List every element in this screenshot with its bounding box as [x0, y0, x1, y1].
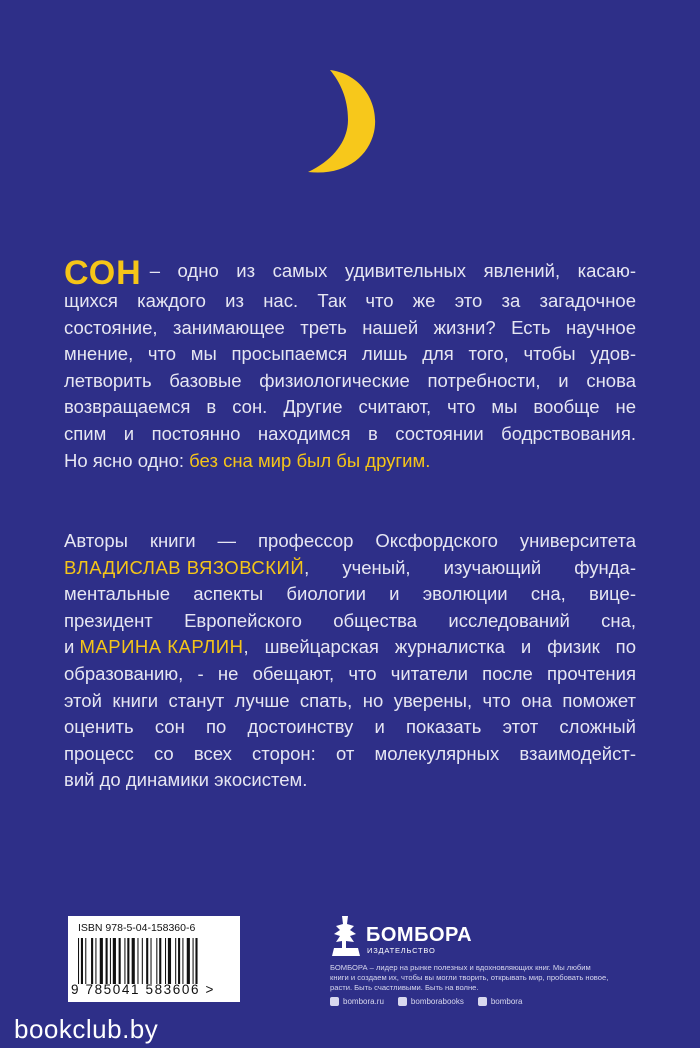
barcode-bar [159, 938, 161, 984]
author-name-1: ВЛАДИСЛАВ ВЯЗОВСКИЙ [64, 556, 305, 578]
text-line [64, 661, 636, 688]
moon-icon [300, 68, 378, 176]
social-books[interactable] [398, 997, 464, 1006]
barcode-bar [151, 938, 152, 984]
barcode-bar [113, 938, 116, 984]
text-line [64, 767, 636, 794]
barcode-bar [146, 938, 148, 984]
barcode-digits: 9 785041 583606 > [71, 982, 215, 997]
barcode-bar [95, 938, 96, 984]
barcode-bar [132, 938, 135, 984]
barcode-bar [78, 938, 79, 984]
publisher-name: БОМБОРА [366, 924, 473, 946]
authors-paragraph [64, 528, 636, 794]
description-paragraph [64, 254, 636, 474]
text-span: оценить сон по достоинству и показать этот сложный [64, 716, 636, 738]
barcode-bar [168, 938, 171, 984]
publisher-logo [330, 914, 473, 960]
social-label: bomborabooks [410, 997, 464, 1006]
barcode-bar [193, 938, 194, 984]
publisher-socials [330, 997, 522, 1006]
text-line [64, 368, 636, 395]
text-line [64, 315, 636, 342]
title-word-son: СОН [64, 254, 142, 292]
barcode-bar [124, 938, 125, 984]
text-line [64, 421, 636, 448]
text-span: состояние, занимающее треть нашей жизни? Есть научное [64, 316, 636, 338]
social-site[interactable] [330, 997, 384, 1006]
text-span: щихся каждого из нас. Так что же это за загадочное [64, 290, 636, 311]
barcode-bar [91, 938, 93, 984]
barcode-bar [100, 938, 103, 984]
text-line [64, 634, 636, 661]
text-line [64, 741, 636, 768]
text-span: Но ясно одно: [64, 449, 185, 471]
text-span: вий до динамики экосистем. [64, 769, 308, 791]
social-bombora[interactable] [478, 997, 523, 1006]
barcode-bars [78, 938, 228, 984]
text-span: спим и постоянно находимся в состоянии бодрствования. [64, 422, 636, 444]
barcode-bar [165, 938, 166, 984]
barcode-bar [81, 938, 83, 984]
highlight-phrase: без сна мир был бы другим. [189, 449, 431, 471]
social-label: bombora [490, 997, 523, 1006]
text-span: – одно из самых удивительных явлений, касаю- [149, 260, 636, 281]
text-line [64, 448, 636, 475]
barcode-bar [85, 938, 86, 984]
barcode-bar [175, 938, 176, 984]
text-span: и [64, 636, 75, 658]
barcode-bar [137, 938, 138, 984]
watermark-text: bookclub.by [14, 1014, 159, 1044]
text-span: возвращаемся в сон. Другие считают, что мы вообще не [64, 396, 636, 418]
text-span: мнение, что мы просыпаемся лишь для того, чтобы удов- [64, 343, 636, 365]
text-span: процесс со всех сторон: от молекулярных взаимодейст- [64, 742, 636, 764]
barcode-bar [119, 938, 121, 984]
barcode-bar [195, 938, 197, 984]
publisher-about: БОМБОРА – лидер на рынке полезных и вдохновляющих книг. Мы любим книги и создаем их, чтобы вы могли творить, открывать мир, пробовать новое, расти. Быть счастливыми. Быть на волне. [330, 963, 609, 992]
social-icon [478, 997, 487, 1006]
text-span: летворить базовые физиологические потребности, и снова [64, 369, 636, 391]
text-span: президент Европейского общества исследований сна, [64, 609, 636, 631]
text-line [64, 254, 636, 292]
text-line [64, 341, 636, 368]
text-line [64, 528, 636, 555]
text-span: образованию, - не обещают, что читатели после прочтения [64, 662, 636, 684]
barcode-bar [106, 938, 108, 984]
barcode-bar [110, 938, 111, 984]
social-label: bombora.ru [343, 997, 384, 1006]
text-line [64, 581, 636, 608]
text-line [64, 288, 636, 315]
text-line [64, 555, 636, 582]
bombora-logo-icon [330, 914, 362, 960]
barcode-bar [187, 938, 190, 984]
barcode-bar [156, 938, 157, 984]
text-span: , ученый, изучающий фунда- [304, 556, 636, 578]
text-line [64, 688, 636, 715]
barcode [68, 916, 240, 1002]
globe-icon [330, 997, 339, 1006]
publisher-subtitle: ИЗДАТЕЛЬСТВО [367, 946, 436, 955]
barcode-bar [182, 938, 183, 984]
author-name-2: МАРИНА КАРЛИН [79, 636, 244, 658]
barcode-bar [127, 938, 129, 984]
text-span: ментальные аспекты биологии и эволюции сна, вице- [64, 583, 636, 605]
text-line [64, 714, 636, 741]
text-line [64, 608, 636, 635]
text-span: , швейцарская журналистка и физик по [243, 636, 636, 658]
barcode-bar [178, 938, 180, 984]
isbn-label: ISBN 978-5-04-158360-6 [78, 922, 196, 934]
social-icon [398, 997, 407, 1006]
barcode-bar [142, 938, 143, 984]
text-line [64, 394, 636, 421]
text-span: Авторы книги — профессор Оксфордского университета [64, 530, 636, 551]
text-span: этой книги станут лучше спать, но уверены, что она поможет [64, 689, 636, 711]
